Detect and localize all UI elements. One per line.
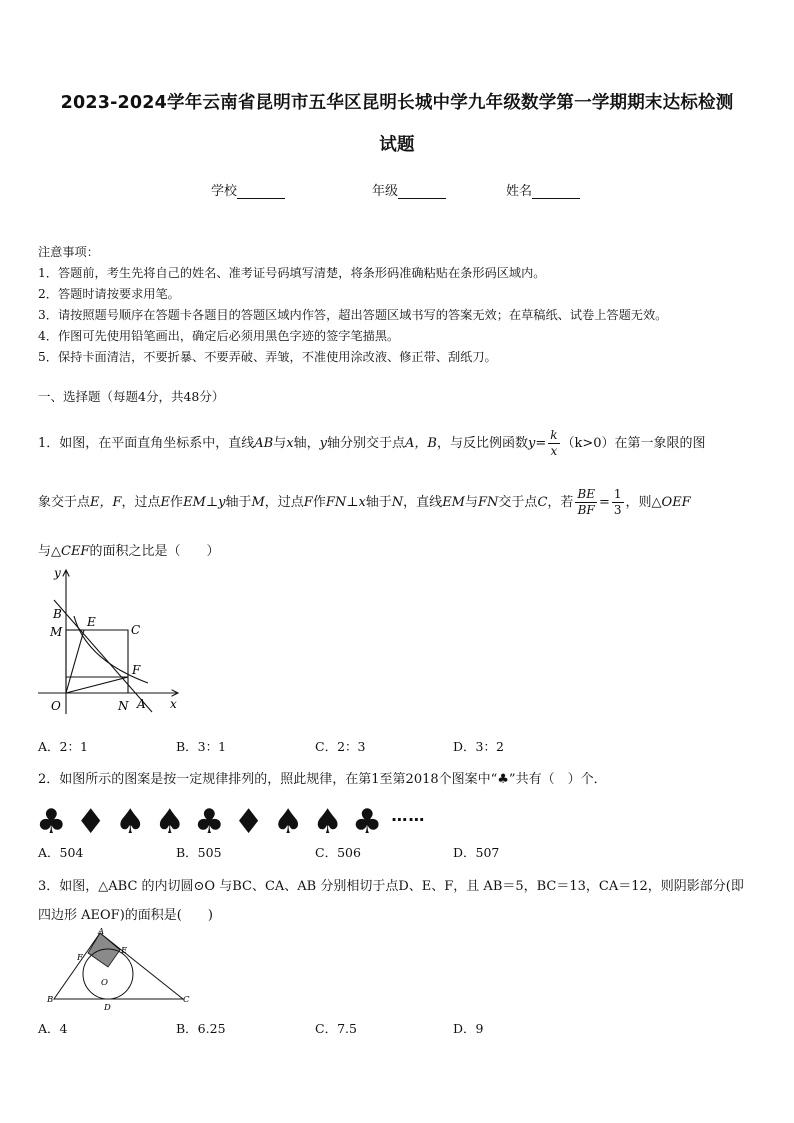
club-icon: ♣ bbox=[193, 802, 225, 842]
section-heading: 一、选择题（每题4分，共48分） bbox=[38, 389, 225, 404]
option-b[interactable]: B．6.25 bbox=[176, 1021, 226, 1036]
fig-label-n: N bbox=[118, 699, 129, 713]
fraction-k-over-x: $\frac{k}{x}$ bbox=[550, 428, 558, 458]
fig-label-o: O bbox=[101, 978, 108, 988]
option-a[interactable]: A．4 bbox=[38, 1021, 68, 1036]
note-item: 2．答题时请按要求用笔。 bbox=[38, 287, 180, 301]
school-label: 学校 bbox=[211, 184, 238, 199]
fig-label-e: E bbox=[87, 615, 96, 629]
fraction-be-bf: $\frac{BE}{BF}$ bbox=[577, 487, 595, 517]
notes-heading: 注意事项： bbox=[38, 245, 99, 259]
option-d[interactable]: D．9 bbox=[453, 1021, 484, 1036]
name-field bbox=[506, 180, 580, 199]
option-d[interactable]: D．3：2 bbox=[453, 739, 504, 754]
q1-figure bbox=[36, 564, 186, 720]
option-d[interactable]: D．507 bbox=[453, 845, 500, 860]
fig-label-d: D bbox=[104, 1003, 111, 1013]
fig-label-f: F bbox=[77, 953, 83, 963]
fig-label-x: x bbox=[170, 697, 177, 711]
page-title bbox=[30, 82, 764, 166]
title-line-2: 试题 bbox=[379, 135, 415, 155]
fig-label-e: E bbox=[121, 946, 128, 956]
grade-label: 年级 bbox=[372, 184, 399, 199]
fig-label-o: O bbox=[51, 699, 61, 713]
school-blank bbox=[237, 186, 285, 199]
q3-line-1: 3．如图，△ABC 的内切圆⊙O 与BC、CA、AB 分别相切于点D、E、F，且 AB＝5，BC＝13，CA＝12，则阴影部分(即 bbox=[38, 879, 744, 894]
option-b[interactable]: B．505 bbox=[176, 845, 222, 860]
title-line-1: 2023-2024学年云南省昆明市五华区昆明长城中学九年级数学第一学期期末达标检测 bbox=[60, 93, 734, 113]
q3-line-2: 四边形 AEOF)的面积是( ) bbox=[38, 908, 213, 923]
club-icon: ♣ bbox=[351, 802, 383, 842]
fig-label-b: B bbox=[53, 607, 62, 621]
name-label: 姓名 bbox=[506, 184, 533, 199]
option-a[interactable]: A．504 bbox=[38, 845, 84, 860]
fraction-one-third: $\frac{1}{3}$ bbox=[613, 487, 622, 517]
fig-label-m: M bbox=[50, 625, 63, 639]
q2-text: 2．如图所示的图案是按一定规律排列的，照此规律，在第1至第2018个图案中“♣”共有（ ）个． bbox=[38, 772, 607, 787]
option-c[interactable]: C．2：3 bbox=[315, 739, 366, 754]
option-b[interactable]: B．3：1 bbox=[176, 739, 227, 754]
q1-line-2: 象交于点E，F，过点E作EM⊥y轴于M，过点F作FN⊥x轴于N，直线EM与FN交于点C，若 $\frac{BE}{BF}$ = $\frac{1}{3}$ ，则△OEF bbox=[38, 487, 691, 517]
q2-pattern bbox=[36, 796, 434, 842]
fig-label-c: C bbox=[183, 995, 190, 1005]
grade-field bbox=[372, 180, 446, 199]
option-c[interactable]: C．506 bbox=[315, 845, 361, 860]
fig-label-c: C bbox=[131, 623, 141, 637]
club-icon: ♣ bbox=[36, 802, 67, 842]
diamond-icon: ♦ bbox=[75, 802, 106, 842]
q1-line-3: 与△CEF的面积之比是（ ） bbox=[38, 544, 220, 559]
triangle-abc bbox=[54, 933, 183, 999]
fig-label-f: F bbox=[132, 663, 141, 677]
note-item: 5．保持卡面清洁，不要折暴、不要弄破、弄皱，不准使用涂改液、修正带、刮纸刀。 bbox=[38, 350, 497, 364]
option-a[interactable]: A．2：1 bbox=[38, 739, 88, 754]
fig-label-y: y bbox=[54, 566, 61, 580]
note-item: 4．作图可先使用铅笔画出，确定后必须用黑色字迹的签字笔描黑。 bbox=[38, 329, 400, 343]
note-item: 3．请按照题号顺序在答题卡各题目的答题区域内作答，超出答题区域书写的答案无效；在草稿纸、试卷上答题无效。 bbox=[38, 308, 668, 322]
fig-label-a: A bbox=[98, 927, 105, 937]
fig-label-a: A bbox=[137, 697, 146, 711]
segment-of bbox=[66, 677, 128, 693]
fig-label-b: B bbox=[47, 995, 54, 1005]
note-item: 1．答题前，考生先将自己的姓名、准考证号码填写清楚，将条形码准确粘贴在条形码区域内。 bbox=[38, 266, 546, 280]
spade-icon: ♠ bbox=[312, 802, 343, 842]
spade-icon: ♠ bbox=[272, 802, 304, 842]
grade-blank bbox=[398, 186, 446, 199]
segment-oe bbox=[66, 630, 84, 693]
spade-icon: ♠ bbox=[114, 802, 146, 842]
q3-figure bbox=[40, 926, 200, 1014]
diamond-icon: ♦ bbox=[233, 802, 264, 842]
option-c[interactable]: C．7.5 bbox=[315, 1021, 357, 1036]
ellipsis: …… bbox=[391, 806, 426, 825]
school-field bbox=[211, 180, 285, 199]
notes bbox=[38, 242, 667, 368]
line-ab bbox=[54, 600, 152, 712]
name-blank bbox=[532, 186, 580, 199]
spade-icon: ♠ bbox=[154, 802, 185, 842]
q1-line-1: 1．如图，在平面直角坐标系中，直线AB与x轴，y轴分别交于点A，B，与反比例函数y= $\frac{k}{x}$ （k>0）在第一象限的图 bbox=[38, 428, 706, 458]
